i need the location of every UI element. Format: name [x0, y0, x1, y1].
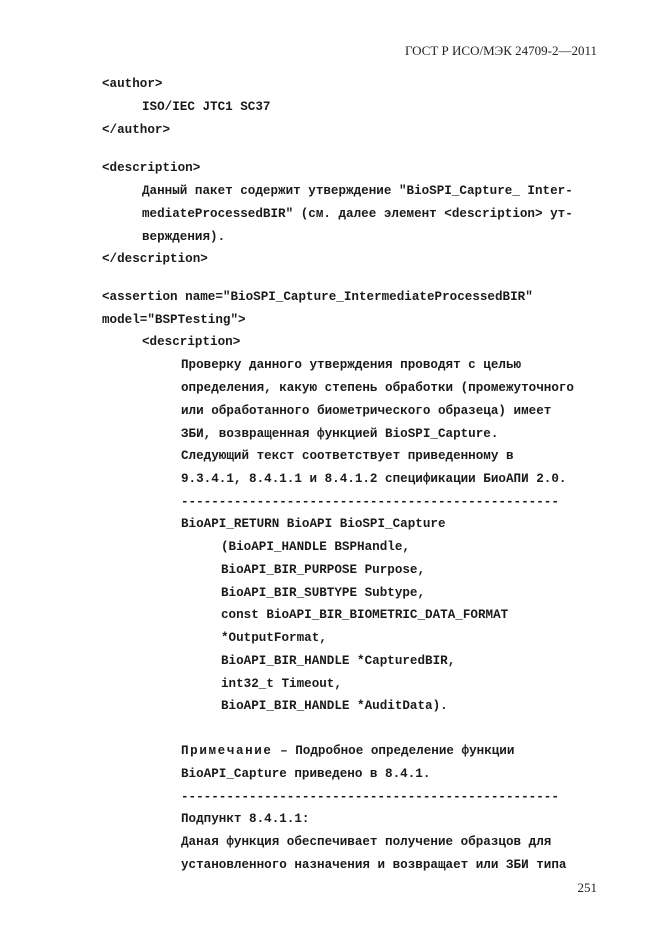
assertion-description-tag: <description>: [142, 335, 241, 349]
note-text: – Подробное определение функции: [272, 744, 515, 758]
subclause-text-line: Даная функция обеспечивает получение образцов для: [181, 835, 552, 849]
code-line: const BioAPI_BIR_BIOMETRIC_DATA_FORMAT: [221, 608, 509, 622]
note-line: [181, 743, 514, 759]
code-line: BioAPI_BIR_PURPOSE Purpose,: [221, 563, 426, 577]
code-line: BioAPI_RETURN BioAPI BioSPI_Capture: [181, 517, 446, 531]
code-line: BioAPI_BIR_SUBTYPE Subtype,: [221, 586, 426, 600]
code-line: BioAPI_BIR_HANDLE *CapturedBIR,: [221, 654, 456, 668]
assertion-open-tag: <assertion name="BioSPI_Capture_IntermediateProcessedBIR": [102, 290, 533, 304]
description-text-line: верждения).: [142, 230, 226, 244]
note-heading: Примечание: [181, 744, 273, 758]
subclause-text-line: установленного назначения и возвращает или ЗБИ типа: [181, 858, 567, 872]
code-line: int32_t Timeout,: [221, 677, 342, 691]
assertion-model-attr: model="BSPTesting">: [102, 313, 246, 327]
description-text-line: mediateProcessedBIR" (см. далее элемент <description> ут-: [142, 207, 573, 221]
description-close-tag: </description>: [102, 252, 208, 266]
page-number: 251: [577, 880, 597, 895]
code-line: (BioAPI_HANDLE BSPHandle,: [221, 540, 410, 554]
assertion-text-line: или обработанного биометрического образеца) имеет: [181, 404, 552, 418]
description-open-tag: <description>: [102, 161, 201, 175]
assertion-text-line: определения, какую степень обработки (промежуточного: [181, 381, 574, 395]
standard-header: ГОСТ Р ИСО/МЭК 24709-2—2011: [404, 43, 597, 58]
author-value: ISO/IEC JTC1 SC37: [142, 100, 271, 114]
separator-line: --------------------------------------------------: [181, 790, 559, 804]
separator-line: --------------------------------------------------: [181, 495, 559, 509]
author-open-tag: <author>: [102, 77, 163, 91]
assertion-text-line: Проверку данного утверждения проводят с целью: [181, 358, 522, 372]
note-line: BioAPI_Capture приведено в 8.4.1.: [181, 767, 431, 781]
assertion-text-line: ЗБИ, возвращенная функцией BioSPI_Capture.: [181, 427, 499, 441]
code-line: BioAPI_BIR_HANDLE *AuditData).: [221, 699, 448, 713]
code-line: *OutputFormat,: [221, 631, 327, 645]
subclause-title: Подпункт 8.4.1.1:: [181, 812, 310, 826]
author-close-tag: </author>: [102, 123, 171, 137]
assertion-text-line: Следующий текст соответствует приведенному в: [181, 449, 514, 463]
description-text-line: Данный пакет содержит утверждение "BioSPI_Capture_ Inter-: [142, 184, 573, 198]
assertion-text-line: 9.3.4.1, 8.4.1.1 и 8.4.1.2 спецификации БиоАПИ 2.0.: [181, 472, 567, 486]
